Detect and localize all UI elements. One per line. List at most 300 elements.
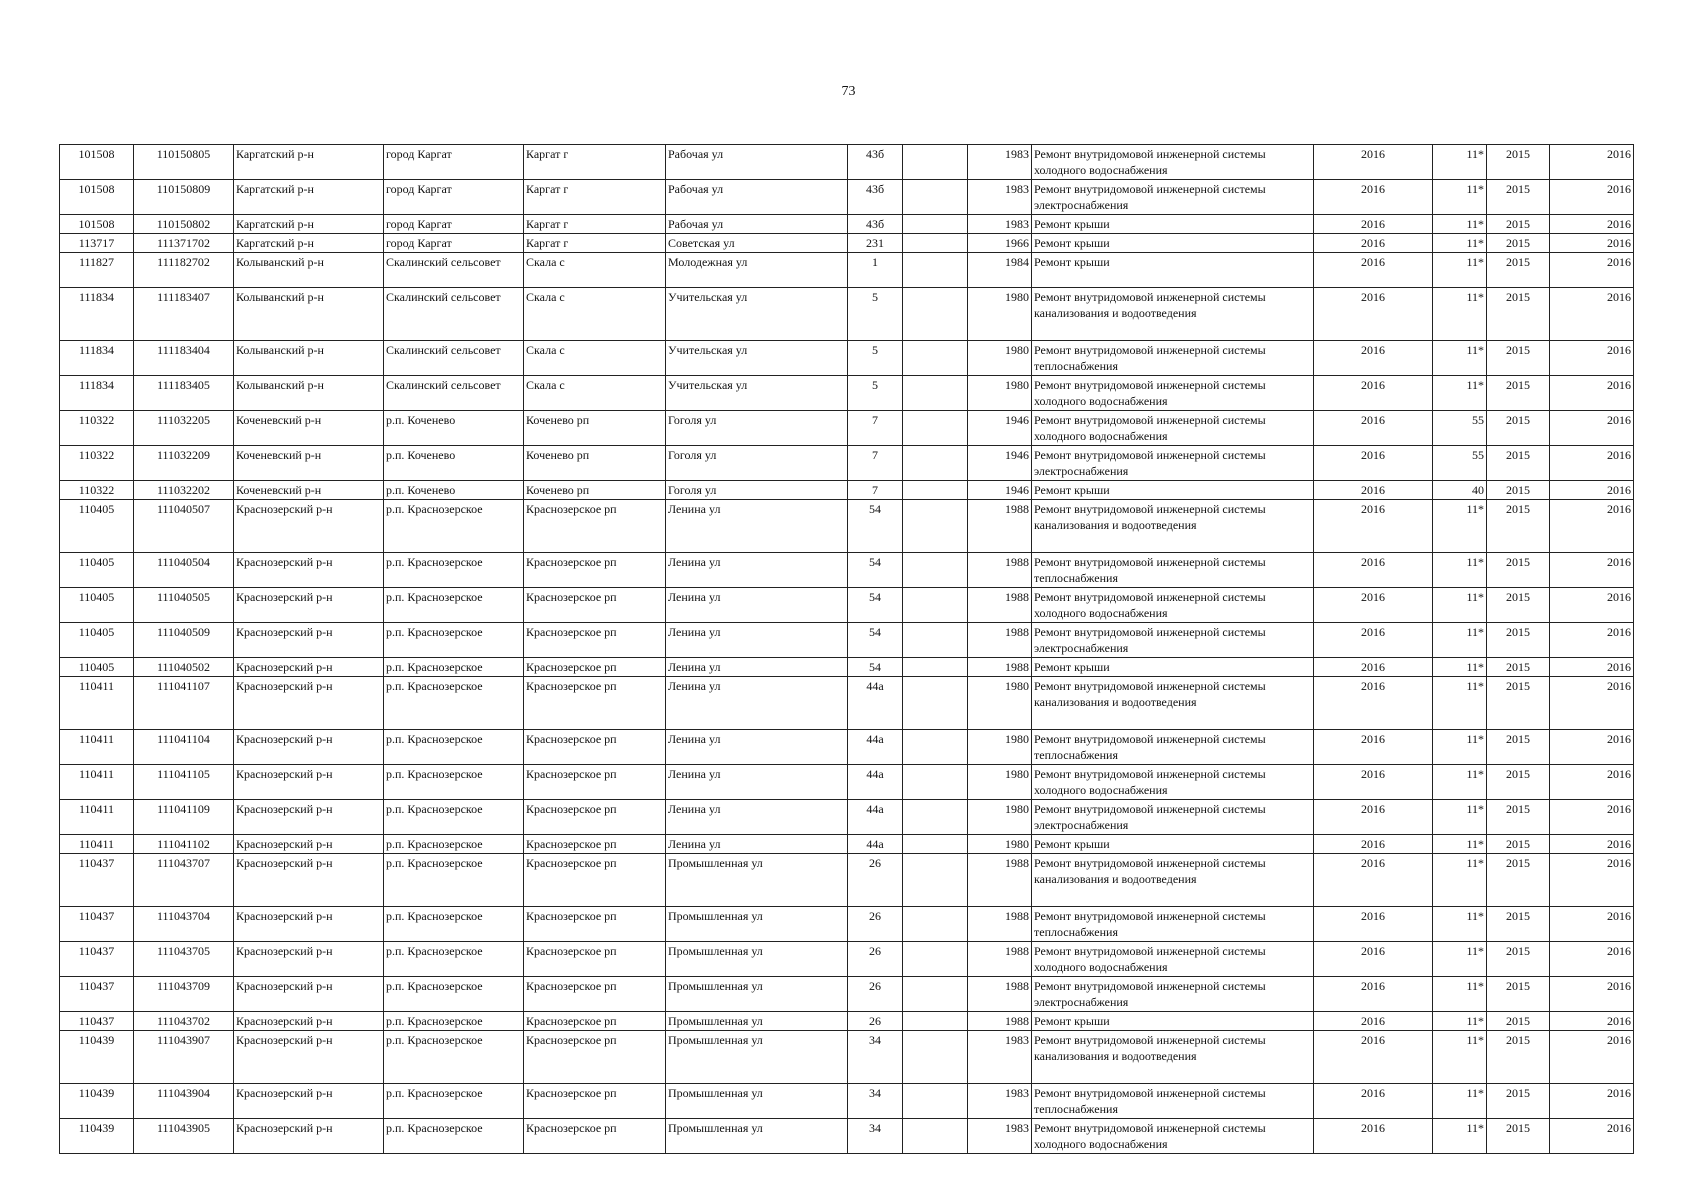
- cell-district: Каргатский р-н: [234, 234, 384, 253]
- cell-extra: [903, 288, 968, 341]
- cell-end-year: 2016: [1550, 215, 1634, 234]
- cell-end-year: 2016: [1550, 446, 1634, 481]
- table-row: [60, 553, 1634, 588]
- cell-house-id: 111834: [60, 376, 134, 411]
- cell-col-code: 11*: [1433, 854, 1487, 907]
- cell-start-year: 2015: [1487, 835, 1550, 854]
- cell-end-year: 2016: [1550, 1119, 1634, 1154]
- table-row: [60, 623, 1634, 658]
- cell-municipality: р.п. Краснозерское: [384, 1012, 524, 1031]
- cell-work-type: Ремонт внутридомовой инженерной системы холодного водоснабжения: [1032, 145, 1314, 180]
- cell-plan-year: 2016: [1314, 907, 1433, 942]
- cell-house-id: 110411: [60, 765, 134, 800]
- cell-start-year: 2015: [1487, 180, 1550, 215]
- cell-locality: Каргат г: [524, 145, 666, 180]
- cell-year-built: 1946: [968, 411, 1032, 446]
- cell-street: Ленина ул: [666, 835, 848, 854]
- cell-year-built: 1946: [968, 446, 1032, 481]
- cell-locality: Краснозерское рп: [524, 677, 666, 730]
- cell-start-year: 2015: [1487, 1084, 1550, 1119]
- cell-house-number: 26: [848, 977, 903, 1012]
- cell-year-built: 1980: [968, 341, 1032, 376]
- cell-district: Краснозерский р-н: [234, 500, 384, 553]
- cell-work-type: Ремонт внутридомовой инженерной системы холодного водоснабжения: [1032, 1119, 1314, 1154]
- cell-col-code: 55: [1433, 411, 1487, 446]
- cell-street: Гоголя ул: [666, 446, 848, 481]
- cell-end-year: 2016: [1550, 977, 1634, 1012]
- cell-work-id: 111040507: [134, 500, 234, 553]
- cell-end-year: 2016: [1550, 907, 1634, 942]
- cell-house-number: 44а: [848, 800, 903, 835]
- cell-col-code: 11*: [1433, 942, 1487, 977]
- cell-col-code: 40: [1433, 481, 1487, 500]
- cell-work-id: 111040502: [134, 658, 234, 677]
- cell-start-year: 2015: [1487, 481, 1550, 500]
- cell-street: Промышленная ул: [666, 942, 848, 977]
- cell-extra: [903, 835, 968, 854]
- cell-municipality: р.п. Краснозерское: [384, 623, 524, 658]
- cell-work-id: 111043905: [134, 1119, 234, 1154]
- cell-work-id: 111041107: [134, 677, 234, 730]
- cell-plan-year: 2016: [1314, 553, 1433, 588]
- cell-municipality: Скалинский сельсовет: [384, 253, 524, 288]
- cell-street: Промышленная ул: [666, 1031, 848, 1084]
- cell-work-id: 111041105: [134, 765, 234, 800]
- cell-plan-year: 2016: [1314, 288, 1433, 341]
- cell-year-built: 1988: [968, 500, 1032, 553]
- cell-municipality: р.п. Краснозерское: [384, 730, 524, 765]
- cell-work-type: Ремонт внутридомовой инженерной системы канализования и водоотведения: [1032, 677, 1314, 730]
- cell-house-id: 111834: [60, 288, 134, 341]
- cell-street: Промышленная ул: [666, 1119, 848, 1154]
- cell-street: Ленина ул: [666, 623, 848, 658]
- cell-house-number: 43б: [848, 180, 903, 215]
- cell-municipality: р.п. Краснозерское: [384, 588, 524, 623]
- cell-house-number: 26: [848, 907, 903, 942]
- repair-schedule-table: [59, 144, 1634, 1154]
- cell-street: Промышленная ул: [666, 1012, 848, 1031]
- cell-locality: Краснозерское рп: [524, 1084, 666, 1119]
- cell-work-type: Ремонт внутридомовой инженерной системы канализования и водоотведения: [1032, 854, 1314, 907]
- cell-extra: [903, 376, 968, 411]
- cell-year-built: 1980: [968, 835, 1032, 854]
- cell-municipality: город Каргат: [384, 145, 524, 180]
- cell-locality: Коченево рп: [524, 446, 666, 481]
- cell-house-number: 54: [848, 658, 903, 677]
- cell-col-code: 11*: [1433, 1012, 1487, 1031]
- cell-house-id: 110439: [60, 1119, 134, 1154]
- cell-year-built: 1983: [968, 1119, 1032, 1154]
- cell-house-number: 44а: [848, 835, 903, 854]
- cell-start-year: 2015: [1487, 553, 1550, 588]
- cell-house-id: 113717: [60, 234, 134, 253]
- cell-house-id: 110405: [60, 623, 134, 658]
- cell-work-id: 111182702: [134, 253, 234, 288]
- cell-house-number: 44а: [848, 765, 903, 800]
- cell-work-id: 111043707: [134, 854, 234, 907]
- cell-plan-year: 2016: [1314, 145, 1433, 180]
- cell-house-number: 1: [848, 253, 903, 288]
- cell-end-year: 2016: [1550, 553, 1634, 588]
- cell-work-type: Ремонт внутридомовой инженерной системы теплоснабжения: [1032, 907, 1314, 942]
- cell-work-id: 111043705: [134, 942, 234, 977]
- table-row: [60, 500, 1634, 553]
- cell-plan-year: 2016: [1314, 835, 1433, 854]
- table-row: [60, 1119, 1634, 1154]
- cell-start-year: 2015: [1487, 234, 1550, 253]
- cell-col-code: 11*: [1433, 500, 1487, 553]
- cell-end-year: 2016: [1550, 623, 1634, 658]
- cell-plan-year: 2016: [1314, 588, 1433, 623]
- cell-end-year: 2016: [1550, 942, 1634, 977]
- cell-extra: [903, 215, 968, 234]
- cell-locality: Краснозерское рп: [524, 1119, 666, 1154]
- cell-start-year: 2015: [1487, 977, 1550, 1012]
- cell-locality: Краснозерское рп: [524, 553, 666, 588]
- cell-extra: [903, 500, 968, 553]
- cell-locality: Скала с: [524, 288, 666, 341]
- cell-work-id: 111043904: [134, 1084, 234, 1119]
- cell-locality: Краснозерское рп: [524, 730, 666, 765]
- cell-extra: [903, 677, 968, 730]
- cell-house-number: 26: [848, 854, 903, 907]
- cell-start-year: 2015: [1487, 730, 1550, 765]
- cell-house-number: 7: [848, 411, 903, 446]
- cell-district: Краснозерский р-н: [234, 1119, 384, 1154]
- cell-house-number: 43б: [848, 145, 903, 180]
- cell-year-built: 1980: [968, 288, 1032, 341]
- cell-street: Ленина ул: [666, 553, 848, 588]
- cell-house-id: 110405: [60, 588, 134, 623]
- cell-col-code: 11*: [1433, 658, 1487, 677]
- cell-plan-year: 2016: [1314, 730, 1433, 765]
- table-row: [60, 253, 1634, 288]
- cell-district: Краснозерский р-н: [234, 907, 384, 942]
- cell-house-id: 110439: [60, 1084, 134, 1119]
- cell-house-id: 101508: [60, 180, 134, 215]
- cell-district: Краснозерский р-н: [234, 1012, 384, 1031]
- cell-col-code: 11*: [1433, 765, 1487, 800]
- page-number: 73: [841, 84, 856, 99]
- cell-work-type: Ремонт внутридомовой инженерной системы канализования и водоотведения: [1032, 1031, 1314, 1084]
- cell-col-code: 11*: [1433, 145, 1487, 180]
- cell-district: Краснозерский р-н: [234, 1084, 384, 1119]
- cell-plan-year: 2016: [1314, 481, 1433, 500]
- cell-col-code: 11*: [1433, 234, 1487, 253]
- cell-municipality: р.п. Краснозерское: [384, 854, 524, 907]
- cell-locality: Каргат г: [524, 180, 666, 215]
- cell-work-type: Ремонт внутридомовой инженерной системы канализования и водоотведения: [1032, 500, 1314, 553]
- cell-end-year: 2016: [1550, 835, 1634, 854]
- cell-end-year: 2016: [1550, 145, 1634, 180]
- cell-year-built: 1983: [968, 215, 1032, 234]
- cell-extra: [903, 800, 968, 835]
- cell-work-type: Ремонт внутридомовой инженерной системы холодного водоснабжения: [1032, 411, 1314, 446]
- cell-municipality: р.п. Краснозерское: [384, 765, 524, 800]
- cell-end-year: 2016: [1550, 1084, 1634, 1119]
- cell-plan-year: 2016: [1314, 500, 1433, 553]
- cell-district: Коченевский р-н: [234, 411, 384, 446]
- cell-municipality: р.п. Краснозерское: [384, 677, 524, 730]
- cell-end-year: 2016: [1550, 588, 1634, 623]
- cell-district: Краснозерский р-н: [234, 977, 384, 1012]
- cell-year-built: 1984: [968, 253, 1032, 288]
- cell-municipality: р.п. Коченево: [384, 481, 524, 500]
- table-row: [60, 341, 1634, 376]
- cell-work-id: 111032209: [134, 446, 234, 481]
- cell-end-year: 2016: [1550, 765, 1634, 800]
- cell-extra: [903, 481, 968, 500]
- cell-year-built: 1980: [968, 800, 1032, 835]
- cell-district: Колыванский р-н: [234, 253, 384, 288]
- cell-start-year: 2015: [1487, 800, 1550, 835]
- cell-work-id: 111043709: [134, 977, 234, 1012]
- cell-district: Каргатский р-н: [234, 145, 384, 180]
- cell-house-number: 34: [848, 1031, 903, 1084]
- cell-house-id: 110405: [60, 553, 134, 588]
- cell-work-type: Ремонт внутридомовой инженерной системы теплоснабжения: [1032, 1084, 1314, 1119]
- cell-work-type: Ремонт внутридомовой инженерной системы теплоснабжения: [1032, 341, 1314, 376]
- cell-start-year: 2015: [1487, 253, 1550, 288]
- cell-house-id: 110437: [60, 907, 134, 942]
- cell-work-type: Ремонт крыши: [1032, 481, 1314, 500]
- cell-extra: [903, 765, 968, 800]
- cell-work-id: 111040505: [134, 588, 234, 623]
- cell-plan-year: 2016: [1314, 180, 1433, 215]
- table-row: [60, 215, 1634, 234]
- cell-extra: [903, 942, 968, 977]
- cell-district: Краснозерский р-н: [234, 677, 384, 730]
- cell-start-year: 2015: [1487, 376, 1550, 411]
- cell-locality: Краснозерское рп: [524, 800, 666, 835]
- cell-col-code: 11*: [1433, 730, 1487, 765]
- cell-municipality: Скалинский сельсовет: [384, 341, 524, 376]
- cell-municipality: р.п. Краснозерское: [384, 1031, 524, 1084]
- table-row: [60, 977, 1634, 1012]
- cell-end-year: 2016: [1550, 253, 1634, 288]
- cell-start-year: 2015: [1487, 658, 1550, 677]
- cell-start-year: 2015: [1487, 677, 1550, 730]
- cell-year-built: 1988: [968, 623, 1032, 658]
- cell-plan-year: 2016: [1314, 977, 1433, 1012]
- cell-col-code: 11*: [1433, 907, 1487, 942]
- cell-work-id: 111043704: [134, 907, 234, 942]
- cell-locality: Краснозерское рп: [524, 658, 666, 677]
- cell-start-year: 2015: [1487, 623, 1550, 658]
- cell-municipality: р.п. Краснозерское: [384, 800, 524, 835]
- cell-end-year: 2016: [1550, 677, 1634, 730]
- cell-district: Колыванский р-н: [234, 376, 384, 411]
- cell-street: Ленина ул: [666, 730, 848, 765]
- table-row: [60, 180, 1634, 215]
- cell-work-type: Ремонт внутридомовой инженерной системы теплоснабжения: [1032, 553, 1314, 588]
- cell-district: Краснозерский р-н: [234, 730, 384, 765]
- cell-street: Ленина ул: [666, 500, 848, 553]
- cell-house-number: 26: [848, 1012, 903, 1031]
- table-row: [60, 234, 1634, 253]
- cell-year-built: 1988: [968, 942, 1032, 977]
- cell-year-built: 1988: [968, 588, 1032, 623]
- table-row: [60, 481, 1634, 500]
- cell-locality: Скала с: [524, 253, 666, 288]
- cell-house-id: 110411: [60, 677, 134, 730]
- cell-district: Краснозерский р-н: [234, 835, 384, 854]
- cell-plan-year: 2016: [1314, 234, 1433, 253]
- cell-locality: Краснозерское рп: [524, 588, 666, 623]
- cell-year-built: 1966: [968, 234, 1032, 253]
- cell-house-id: 110437: [60, 854, 134, 907]
- cell-plan-year: 2016: [1314, 623, 1433, 658]
- cell-municipality: Скалинский сельсовет: [384, 288, 524, 341]
- cell-year-built: 1983: [968, 1031, 1032, 1084]
- cell-district: Краснозерский р-н: [234, 658, 384, 677]
- cell-start-year: 2015: [1487, 446, 1550, 481]
- table-row: [60, 145, 1634, 180]
- cell-district: Краснозерский р-н: [234, 800, 384, 835]
- cell-plan-year: 2016: [1314, 854, 1433, 907]
- cell-locality: Скала с: [524, 376, 666, 411]
- cell-plan-year: 2016: [1314, 411, 1433, 446]
- cell-locality: Краснозерское рп: [524, 765, 666, 800]
- cell-locality: Коченево рп: [524, 481, 666, 500]
- cell-year-built: 1980: [968, 376, 1032, 411]
- cell-start-year: 2015: [1487, 854, 1550, 907]
- cell-locality: Краснозерское рп: [524, 623, 666, 658]
- cell-locality: Коченево рп: [524, 411, 666, 446]
- cell-work-id: 111183405: [134, 376, 234, 411]
- cell-street: Молодежная ул: [666, 253, 848, 288]
- table-row: [60, 907, 1634, 942]
- cell-col-code: 11*: [1433, 215, 1487, 234]
- cell-house-id: 110405: [60, 500, 134, 553]
- cell-extra: [903, 145, 968, 180]
- cell-plan-year: 2016: [1314, 1119, 1433, 1154]
- cell-municipality: р.п. Краснозерское: [384, 977, 524, 1012]
- cell-work-type: Ремонт крыши: [1032, 1012, 1314, 1031]
- cell-work-type: Ремонт крыши: [1032, 234, 1314, 253]
- cell-district: Коченевский р-н: [234, 481, 384, 500]
- cell-house-number: 5: [848, 341, 903, 376]
- cell-house-number: 44а: [848, 677, 903, 730]
- cell-street: Учительская ул: [666, 376, 848, 411]
- cell-year-built: 1980: [968, 730, 1032, 765]
- cell-house-id: 110411: [60, 800, 134, 835]
- cell-extra: [903, 341, 968, 376]
- cell-year-built: 1983: [968, 1084, 1032, 1119]
- cell-street: Ленина ул: [666, 800, 848, 835]
- cell-work-id: 111041102: [134, 835, 234, 854]
- cell-house-number: 54: [848, 500, 903, 553]
- cell-municipality: р.п. Краснозерское: [384, 658, 524, 677]
- cell-house-number: 34: [848, 1119, 903, 1154]
- cell-municipality: р.п. Краснозерское: [384, 500, 524, 553]
- cell-district: Краснозерский р-н: [234, 553, 384, 588]
- cell-district: Каргатский р-н: [234, 215, 384, 234]
- cell-plan-year: 2016: [1314, 1031, 1433, 1084]
- cell-municipality: р.п. Краснозерское: [384, 907, 524, 942]
- cell-col-code: 11*: [1433, 1031, 1487, 1084]
- cell-house-id: 110411: [60, 835, 134, 854]
- cell-start-year: 2015: [1487, 588, 1550, 623]
- cell-start-year: 2015: [1487, 288, 1550, 341]
- cell-municipality: город Каргат: [384, 234, 524, 253]
- cell-municipality: р.п. Краснозерское: [384, 1084, 524, 1119]
- cell-house-id: 101508: [60, 145, 134, 180]
- cell-work-type: Ремонт внутридомовой инженерной системы холодного водоснабжения: [1032, 765, 1314, 800]
- cell-year-built: 1988: [968, 854, 1032, 907]
- cell-district: Краснозерский р-н: [234, 854, 384, 907]
- cell-col-code: 11*: [1433, 376, 1487, 411]
- cell-end-year: 2016: [1550, 1012, 1634, 1031]
- cell-start-year: 2015: [1487, 1031, 1550, 1084]
- cell-col-code: 11*: [1433, 835, 1487, 854]
- cell-end-year: 2016: [1550, 341, 1634, 376]
- table-row: [60, 854, 1634, 907]
- cell-col-code: 55: [1433, 446, 1487, 481]
- cell-extra: [903, 658, 968, 677]
- cell-work-id: 111040509: [134, 623, 234, 658]
- cell-col-code: 11*: [1433, 553, 1487, 588]
- cell-col-code: 11*: [1433, 677, 1487, 730]
- cell-plan-year: 2016: [1314, 658, 1433, 677]
- cell-col-code: 11*: [1433, 253, 1487, 288]
- cell-house-id: 110439: [60, 1031, 134, 1084]
- cell-house-number: 54: [848, 623, 903, 658]
- cell-municipality: р.п. Коченево: [384, 411, 524, 446]
- cell-street: Гоголя ул: [666, 481, 848, 500]
- cell-district: Краснозерский р-н: [234, 623, 384, 658]
- cell-municipality: р.п. Краснозерское: [384, 553, 524, 588]
- cell-start-year: 2015: [1487, 215, 1550, 234]
- cell-end-year: 2016: [1550, 376, 1634, 411]
- cell-street: Промышленная ул: [666, 907, 848, 942]
- cell-house-id: 111834: [60, 341, 134, 376]
- cell-year-built: 1983: [968, 180, 1032, 215]
- cell-locality: Краснозерское рп: [524, 1012, 666, 1031]
- cell-extra: [903, 623, 968, 658]
- cell-end-year: 2016: [1550, 854, 1634, 907]
- cell-work-type: Ремонт внутридомовой инженерной системы холодного водоснабжения: [1032, 588, 1314, 623]
- cell-work-id: 111041104: [134, 730, 234, 765]
- cell-work-type: Ремонт внутридомовой инженерной системы теплоснабжения: [1032, 730, 1314, 765]
- cell-extra: [903, 1012, 968, 1031]
- cell-extra: [903, 180, 968, 215]
- cell-house-id: 110437: [60, 977, 134, 1012]
- cell-street: Ленина ул: [666, 588, 848, 623]
- cell-extra: [903, 553, 968, 588]
- cell-district: Коченевский р-н: [234, 446, 384, 481]
- cell-work-id: 110150809: [134, 180, 234, 215]
- cell-work-type: Ремонт внутридомовой инженерной системы электроснабжения: [1032, 800, 1314, 835]
- cell-house-id: 110322: [60, 411, 134, 446]
- cell-municipality: р.п. Коченево: [384, 446, 524, 481]
- cell-plan-year: 2016: [1314, 800, 1433, 835]
- cell-plan-year: 2016: [1314, 341, 1433, 376]
- cell-start-year: 2015: [1487, 145, 1550, 180]
- cell-extra: [903, 1031, 968, 1084]
- cell-street: Рабочая ул: [666, 145, 848, 180]
- cell-street: Учительская ул: [666, 341, 848, 376]
- cell-start-year: 2015: [1487, 411, 1550, 446]
- cell-street: Промышленная ул: [666, 977, 848, 1012]
- cell-extra: [903, 1119, 968, 1154]
- cell-work-type: Ремонт внутридомовой инженерной системы холодного водоснабжения: [1032, 942, 1314, 977]
- table-row: [60, 942, 1634, 977]
- table-row: [60, 800, 1634, 835]
- cell-col-code: 11*: [1433, 1084, 1487, 1119]
- table-row: [60, 658, 1634, 677]
- cell-house-id: 110322: [60, 481, 134, 500]
